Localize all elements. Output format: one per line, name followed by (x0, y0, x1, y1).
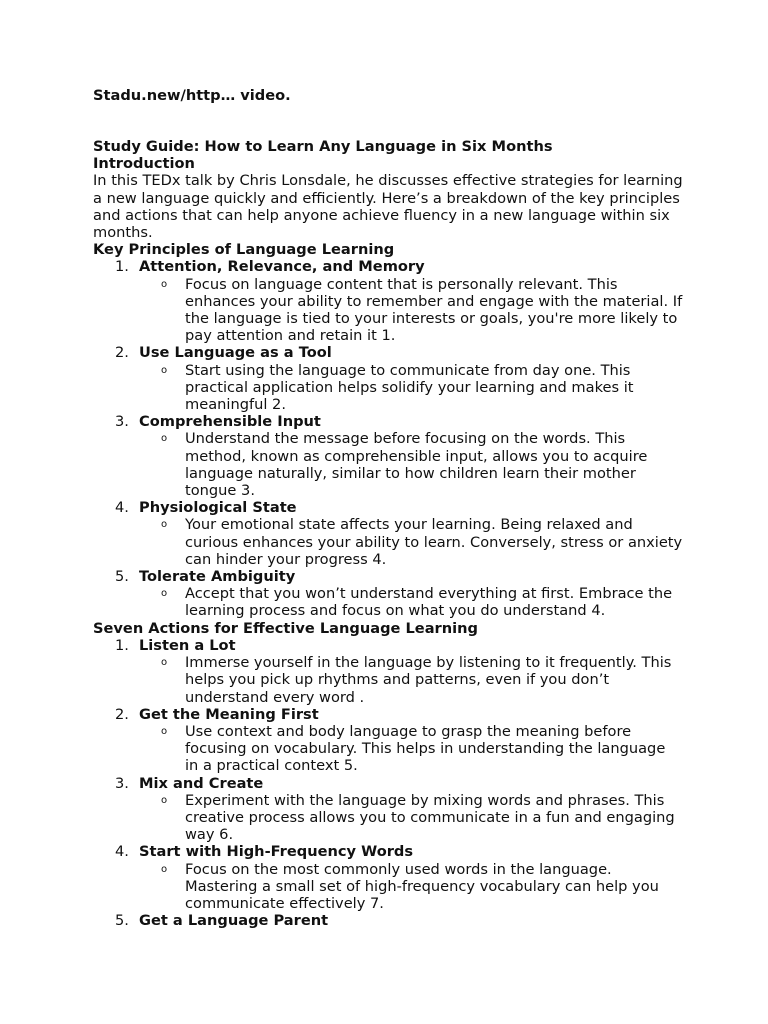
list-item-title: Listen a Lot (139, 636, 236, 654)
circle-bullet-icon: o (161, 863, 168, 875)
list-item (93, 258, 683, 344)
list-item (93, 912, 683, 929)
principles-list (93, 258, 683, 619)
list-item-number: 3. (115, 413, 129, 431)
list-item-text: Start using the language to communicate from day one. This practical application helps solidify your learning and makes it meaningful 2. (185, 361, 634, 414)
sub-list-item (139, 516, 683, 568)
circle-bullet-icon: o (161, 794, 168, 806)
list-item (93, 499, 683, 568)
source-link-text: Stadu.new/http… video. (93, 87, 291, 104)
list-item-title: Comprehensible Input (139, 413, 321, 431)
list-item-text: Use context and body language to grasp the meaning before focusing on vocabulary. This helps in understanding the language in a practical context 5. (185, 722, 666, 775)
principles-heading: Key Principles of Language Learning (93, 241, 395, 259)
document-body (93, 138, 683, 929)
list-item-number: 1. (115, 258, 129, 276)
sub-list (139, 861, 683, 913)
list-item-text: Your emotional state affects your learning. Being relaxed and curious enhances your ability to learn. Conversely, stress or anxiety can hinder your progress 4. (185, 516, 683, 568)
sub-list-item (139, 861, 683, 913)
list-item-text: Immerse yourself in the language by listening to it frequently. This helps you pick up rhythms and patterns, even if you don’t understand every word . (185, 654, 672, 706)
list-item (93, 568, 683, 620)
list-item (93, 637, 683, 706)
sub-list-item (139, 654, 683, 706)
circle-bullet-icon: o (161, 588, 168, 600)
list-item-number: 3. (115, 774, 129, 792)
circle-bullet-icon: o (161, 657, 168, 669)
actions-list (93, 637, 683, 929)
list-item-title: Attention, Relevance, and Memory (139, 258, 425, 276)
circle-bullet-icon: o (161, 364, 168, 376)
sub-list (139, 792, 683, 844)
circle-bullet-icon: o (161, 278, 168, 290)
sub-list-item (139, 585, 683, 619)
list-item-text: Focus on language content that is personally relevant. This enhances your ability to remember and engage with the material. If the language is tied to your interests or goals, you're more likely to pay attention and retain it 1. (185, 275, 683, 345)
sub-list-item (139, 430, 683, 499)
list-item-number: 5. (115, 912, 129, 930)
sub-list (139, 276, 683, 345)
list-item (93, 775, 683, 844)
document-title: Study Guide: How to Learn Any Language in Six Months (93, 138, 553, 155)
sub-list-item (139, 276, 683, 345)
intro-paragraph: In this TEDx talk by Chris Lonsdale, he discusses effective strategies for learning a new language quickly and efficiently. Here’s a breakdown of the key principles and actions that can help anyone achieve fluency in a new language within six months. (93, 172, 683, 242)
list-item-title: Get the Meaning First (139, 705, 319, 723)
list-item-number: 5. (115, 568, 129, 586)
sub-list (139, 362, 683, 414)
list-item-number: 2. (115, 705, 129, 723)
list-item-title: Get a Language Parent (139, 912, 329, 930)
sub-list (139, 430, 683, 499)
list-item (93, 706, 683, 775)
actions-heading: Seven Actions for Effective Language Learning (93, 619, 478, 637)
list-item (93, 843, 683, 912)
list-item-title: Tolerate Ambiguity (139, 568, 296, 586)
list-item-number: 4. (115, 843, 129, 861)
circle-bullet-icon: o (161, 433, 168, 445)
list-item-title: Physiological State (139, 499, 297, 517)
list-item-text: Focus on the most commonly used words in the language. Mastering a small set of high-frequency vocabulary can help you communicate effectively 7. (185, 860, 659, 912)
circle-bullet-icon: o (161, 519, 168, 531)
sub-list-item (139, 362, 683, 414)
sub-list (139, 654, 683, 706)
sub-list (139, 723, 683, 775)
sub-list-item (139, 792, 683, 844)
list-item-title: Mix and Create (139, 774, 264, 792)
list-item-text: Experiment with the language by mixing words and phrases. This creative process allows you to communicate in a fun and engaging way 6. (185, 791, 675, 844)
sub-list (139, 585, 683, 619)
sub-list (139, 516, 683, 568)
circle-bullet-icon: o (161, 725, 168, 737)
intro-heading: Introduction (93, 155, 195, 173)
list-item-number: 4. (115, 499, 129, 517)
list-item-text: Understand the message before focusing on the words. This method, known as comprehensible input, allows you to acquire language naturally, similar to how children learn their mother tongue 3. (185, 430, 648, 500)
list-item-number: 1. (115, 636, 129, 654)
list-item-title: Use Language as a Tool (139, 344, 332, 362)
list-item-text: Accept that you won’t understand everything at first. Embrace the learning process and focus on what you do understand 4. (185, 585, 673, 620)
list-item (93, 413, 683, 499)
list-item (93, 344, 683, 413)
sub-list-item (139, 723, 683, 775)
list-item-title: Start with High-Frequency Words (139, 843, 414, 861)
list-item-number: 2. (115, 344, 129, 362)
